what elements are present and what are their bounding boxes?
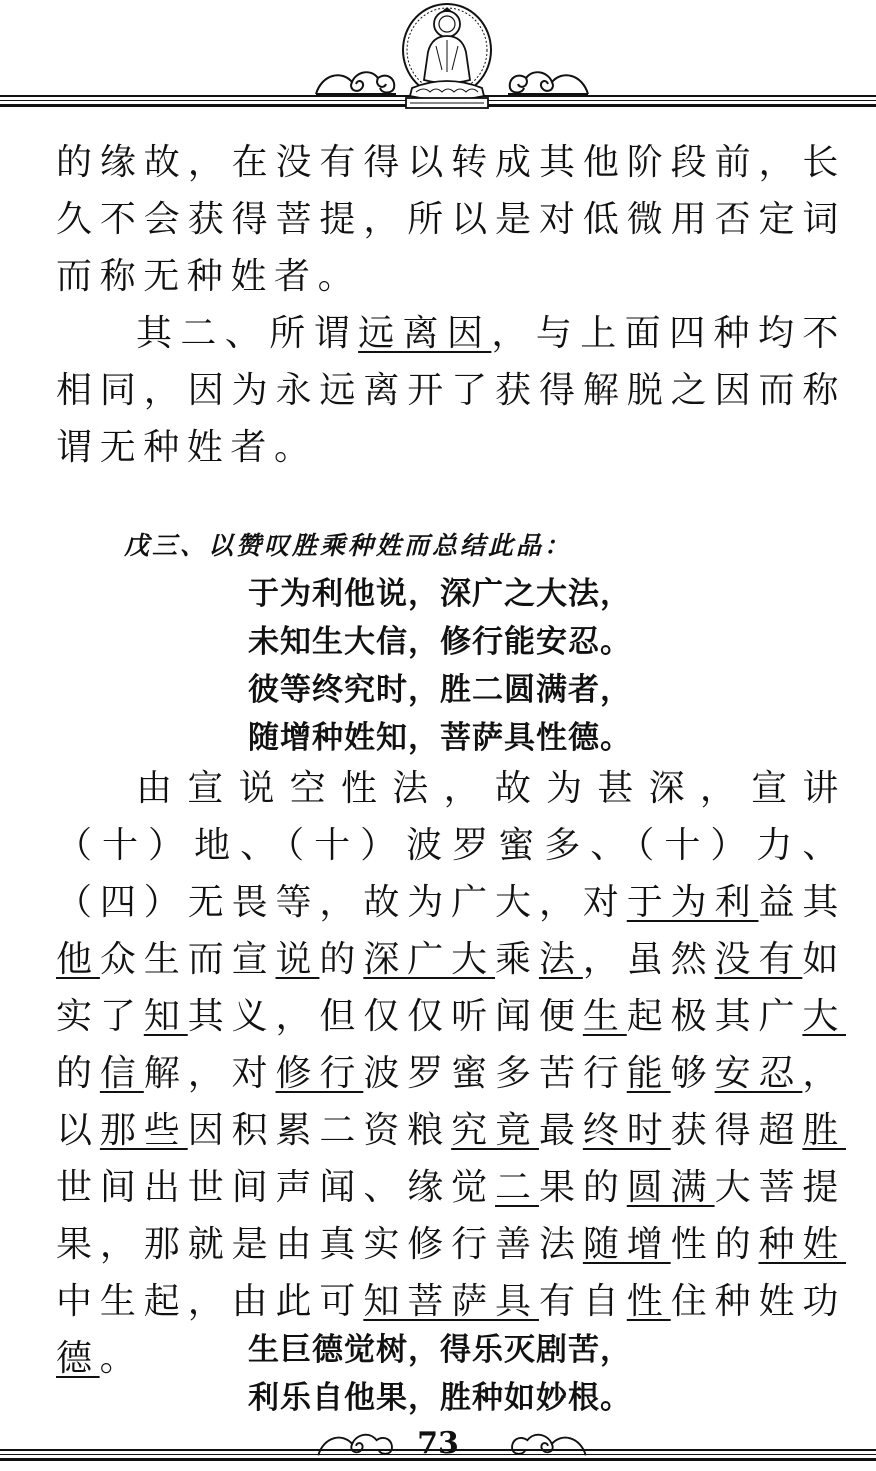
text-run: 的	[319, 939, 364, 980]
underlined-term: 大	[802, 996, 846, 1037]
text-run: 起极其广	[626, 996, 803, 1037]
text-run: 。	[99, 1338, 144, 1379]
underlined-term: 生	[582, 996, 627, 1037]
underlined-term: 终时	[582, 1110, 671, 1151]
text-run: 由宣说空性法，故为甚深，宣讲（十）地、（十）波罗蜜多、（十）力、（四）无畏等，故为广大，对	[56, 768, 846, 923]
paragraph	[56, 134, 846, 305]
underlined-term: 信	[99, 1053, 144, 1094]
underlined-term: 他	[56, 939, 100, 980]
underlined-term: 修行	[275, 1053, 364, 1094]
verse-line: 生巨德觉树，得乐灭剧苦，	[248, 1332, 632, 1368]
verse-line: 随增种姓知，菩萨具性德。	[248, 720, 632, 756]
text-run: 的缘故，在没有得以转成其他阶段前，长久不会获得菩提，所以是对低微用否定词而称无种姓者。	[56, 142, 846, 297]
text-run: 最	[538, 1110, 583, 1151]
text-run: ，与上面四种均不相同，因为永远离开了获得解脱之因而称谓无种姓者。	[56, 313, 846, 468]
cloud-ornament-icon	[506, 64, 592, 98]
verse-line: 于为利他说，深广之大法，	[248, 576, 632, 612]
underlined-term: 说	[275, 939, 320, 980]
text-run: 解，对	[143, 1053, 276, 1094]
text-run: 的	[56, 1053, 100, 1094]
text-run: 有自	[538, 1281, 627, 1322]
text-run: ，以	[56, 1053, 846, 1151]
underlined-term: 胜	[802, 1110, 846, 1151]
underlined-term: 那些	[99, 1110, 188, 1151]
underlined-term: 随增	[582, 1224, 671, 1265]
underlined-term: 能	[626, 1053, 671, 1094]
verse-line: 未知生大信，修行能安忍。	[248, 624, 632, 660]
page-header	[0, 0, 876, 118]
text-run: 住种姓功	[670, 1281, 847, 1322]
paragraph	[56, 305, 846, 476]
underlined-term: 远离因	[358, 313, 492, 354]
text-run: 获得超	[670, 1110, 803, 1151]
underlined-term: 知菩萨具	[363, 1281, 539, 1322]
text-run: ，虽然	[582, 939, 715, 980]
text-run: 性的	[670, 1224, 759, 1265]
text-run: 够	[670, 1053, 715, 1094]
underlined-term: 种姓	[758, 1224, 847, 1265]
underlined-term: 究竟	[451, 1110, 539, 1151]
text-run: 中生起，由此可	[56, 1281, 364, 1322]
text-run: 因积累二资粮	[187, 1110, 452, 1151]
underlined-term: 法	[538, 939, 583, 980]
text-run: 益其	[758, 882, 846, 923]
underlined-term: 没有	[714, 939, 803, 980]
text-run: 其二、所谓	[136, 313, 359, 354]
section-heading: 戊三、以赞叹胜乘种姓而总结此品：	[124, 531, 573, 560]
text-run: 如实了	[56, 939, 846, 1037]
text-run: 众生而宣	[99, 939, 276, 980]
underlined-term: 知	[143, 996, 188, 1037]
underlined-term: 性	[626, 1281, 671, 1322]
text-run: 世间出世间声闻、缘觉	[56, 1167, 496, 1208]
cloud-ornament-icon	[312, 64, 398, 98]
underlined-term: 圆满	[626, 1167, 715, 1208]
text-run: 波罗蜜多苦行	[363, 1053, 627, 1094]
underlined-term: 深广大	[363, 939, 496, 980]
text-run: 果的	[538, 1167, 627, 1208]
text-run: 其义，但仅仅听闻便	[187, 996, 583, 1037]
underlined-term: 德	[56, 1338, 100, 1379]
paragraph	[56, 760, 846, 1387]
underlined-term: 二	[495, 1167, 539, 1208]
underlined-term: 安忍	[714, 1053, 803, 1094]
text-run: 乘	[495, 939, 539, 980]
verse-line: 彼等终究时，胜二圆满者，	[248, 672, 632, 708]
text-run: 大菩提果，那就是由真实修行善法	[56, 1167, 846, 1265]
body-text	[56, 134, 846, 476]
underlined-term: 于为利	[626, 882, 759, 923]
commentary	[56, 760, 846, 1387]
verse-line: 利乐自他果，胜种如妙根。	[248, 1380, 632, 1416]
buddha-emblem-icon	[398, 0, 496, 112]
page-number: 73	[417, 1426, 459, 1461]
